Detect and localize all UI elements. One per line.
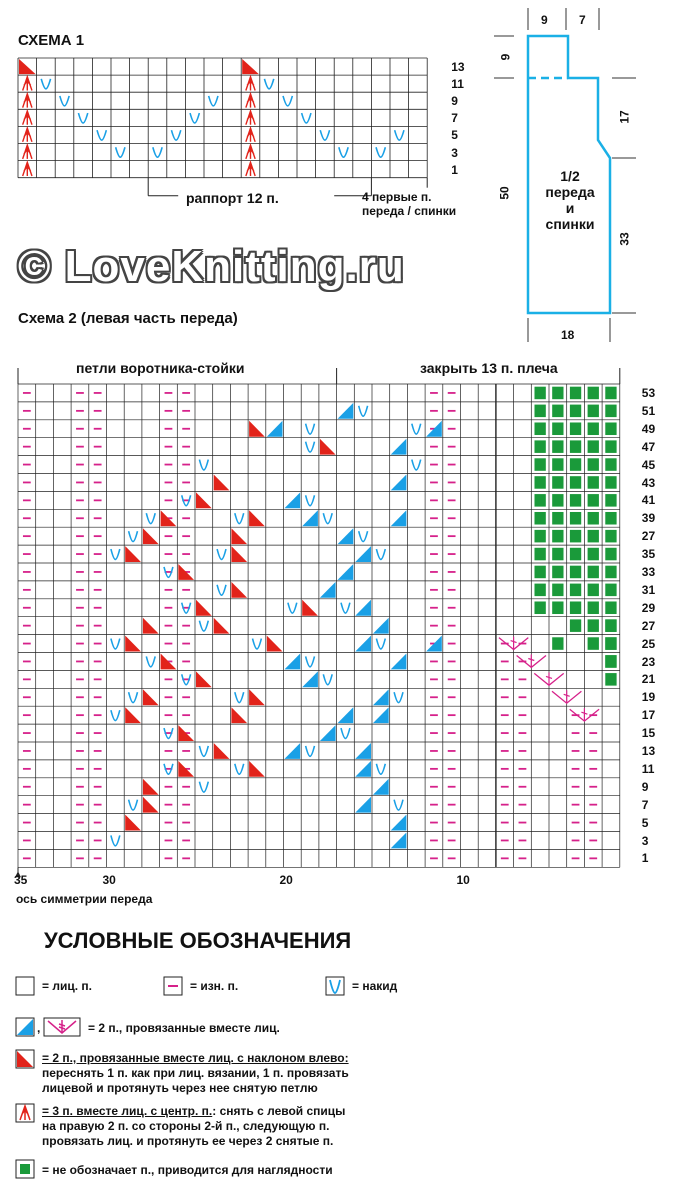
- legend-ssk-line2: переснять 1 п. как при лиц. вязании, 1 п. провязать: [42, 1066, 349, 1080]
- legend-cdd-title-rest: : снять с левой спицы: [212, 1104, 346, 1118]
- scheme2-row-number: 1: [641, 851, 649, 866]
- scheme2-row-number: 43: [641, 475, 656, 490]
- pattern-center-line3: и: [565, 200, 575, 216]
- scheme2-row-number: 19: [641, 690, 656, 705]
- legend-title: УСЛОВНЫЕ ОБОЗНАЧЕНИЯ: [44, 928, 352, 953]
- legend-ssk: [42, 1051, 349, 1096]
- watermark: © LoveKnitting.ru: [18, 242, 405, 291]
- scheme2-row-number: 29: [641, 600, 656, 615]
- scheme2-row-number: 17: [641, 708, 656, 723]
- scheme2-row-number: 23: [641, 654, 656, 669]
- scheme2-row-number: 15: [641, 726, 656, 741]
- scheme2-row-number: 35: [641, 547, 656, 562]
- dim-top-a: 9: [541, 13, 548, 27]
- scheme1-row-number: 1: [451, 162, 458, 177]
- scheme2-row-number: 31: [641, 582, 656, 597]
- legend-yo: = накид: [352, 979, 398, 993]
- scheme2-col-number: 20: [279, 873, 293, 888]
- scheme1-row-number: 13: [451, 60, 465, 74]
- scheme2-axis-label: ось симметрии переда: [16, 892, 153, 906]
- legend-cdd: [42, 1104, 345, 1149]
- scheme1-row-number: 11: [451, 77, 464, 92]
- legend-cdd-line3: провязать лиц. и протянуть ее через 2 снятые п.: [42, 1134, 334, 1148]
- scheme2-row-number: 53: [641, 386, 656, 400]
- legend-cdd-line2: на правую 2 п. со стороны 2-й п., следующую п.: [42, 1119, 330, 1133]
- scheme1-row-number: 3: [451, 145, 458, 160]
- scheme2-row-number: 27: [641, 529, 656, 544]
- dim-left-main: 50: [497, 186, 512, 200]
- legend-ssk-title: = 2 п., провязанные вместе лиц. с наклоном влево:: [42, 1051, 349, 1065]
- scheme2-row-number: 7: [641, 797, 649, 812]
- scheme2-row-number: 21: [641, 672, 656, 687]
- dim-right-upper: 17: [617, 110, 632, 124]
- scheme1-edge-label-2: переда / спинки: [362, 204, 457, 218]
- scheme2-row-number: 13: [641, 744, 656, 758]
- scheme1-title: СХЕМА 1: [18, 32, 85, 49]
- scheme2-header-left: петли воротника-стойки: [76, 360, 245, 376]
- scheme1-row-number: 9: [451, 94, 458, 109]
- legend-cdd-title: = 3 п. вместе лиц. с центр. п.: [42, 1104, 213, 1118]
- legend-k2tog: = 2 п., провязанные вместе лиц.: [88, 1021, 280, 1035]
- pattern-center-line4: спинки: [545, 216, 595, 232]
- scheme1-repeat-label: раппорт 12 п.: [186, 190, 279, 206]
- scheme2-row-number: 49: [641, 421, 656, 436]
- legend-k2tog-sep: ,: [37, 1021, 41, 1035]
- scheme2-row-number: 41: [641, 493, 656, 508]
- scheme2-row-number: 27: [641, 618, 656, 633]
- scheme2-row-number: 11: [641, 761, 655, 776]
- legend-ssk-line3: лицевой и протянуть через нее снятую петлю: [42, 1081, 318, 1095]
- scheme2-header-right: закрыть 13 п. плеча: [420, 360, 558, 376]
- scheme2-row-number: 39: [641, 511, 656, 526]
- pattern-center-line1: 1/2: [560, 168, 580, 184]
- scheme1-row-number: 5: [451, 128, 458, 143]
- scheme2-row-number: 45: [641, 457, 656, 472]
- scheme2-title: Схема 2 (левая часть переда): [18, 310, 238, 327]
- legend-purl: = изн. п.: [190, 979, 239, 993]
- scheme2-col-number: 35: [14, 873, 28, 888]
- pattern-center-line2: переда: [545, 184, 595, 200]
- dim-left-top: 9: [498, 53, 513, 61]
- scheme2-col-number: 30: [102, 873, 116, 888]
- dim-top-b: 7: [579, 13, 586, 27]
- scheme2-row-number: 33: [641, 565, 656, 579]
- legend-knit: = лиц. п.: [42, 979, 92, 993]
- scheme1-row-number: 7: [451, 111, 458, 126]
- scheme2-row-number: 25: [641, 636, 656, 651]
- dim-right-lower: 33: [617, 232, 632, 246]
- scheme2-col-number: 10: [456, 873, 470, 888]
- scheme1-edge-label-1: 4 первые п.: [362, 190, 432, 204]
- dim-bottom: 18: [561, 328, 575, 342]
- legend-none: = не обозначает п., приводится для наглядности: [42, 1163, 333, 1177]
- scheme2-row-number: 51: [641, 403, 656, 418]
- scheme2-row-number: 5: [641, 815, 649, 830]
- scheme2-row-number: 9: [641, 779, 649, 794]
- scheme2-row-number: 3: [641, 833, 649, 848]
- scheme2-row-number: 47: [641, 439, 656, 454]
